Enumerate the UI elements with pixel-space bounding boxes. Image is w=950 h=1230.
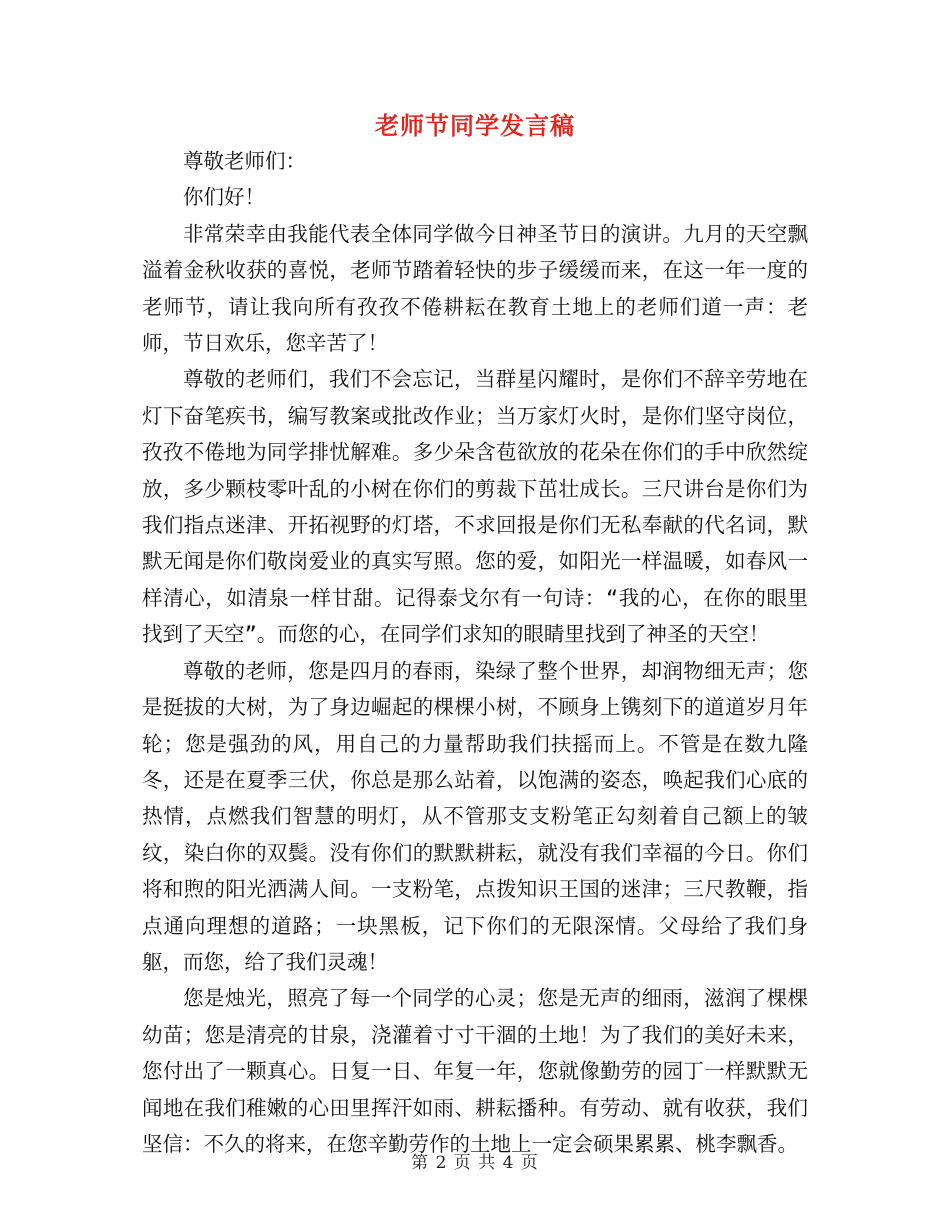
document-title: 老师节同学发言稿 [375,111,575,140]
greeting: 你们好！ [183,185,265,210]
document-body [142,143,808,1162]
salutation: 尊敬老师们： [183,149,306,173]
paragraph-4: 您是烛光，照亮了每一个同学的心灵；您是无声的细雨，滋润了棵棵幼苗；您是清亮的甘泉，浇灌着寸寸干涸的土地！为了我们的美好未来，您付出了一颗真心。日复一日、年复一年，您就像勤劳的园丁一样默默无闻地在我们稚嫩的心田里挥汗如雨、耕耘播种。有劳动、就有收获，我们坚信：不久的将来，在您辛勤劳作的土地上一定会硕果累累、桃李飘香。 [142,986,808,1156]
paragraph-2: 尊敬的老师们，我们不会忘记，当群星闪耀时，是你们不辞辛劳地在灯下奋笔疾书，编写教案或批改作业；当万家灯火时，是你们坚守岗位，孜孜不倦地为同学排忧解难。多少朵含苞欲放的花朵在你们的手中欣然绽放，多少颗枝零叶乱的小树在你们的剪裁下茁壮成长。三尺讲台是你们为我们指点迷津、开拓视野的灯塔，不求回报是你们无私奉献的代名词，默默无闻是你们敬岗爱业的真实写照。您的爱，如阳光一样温暖，如春风一样清心，如清泉一样甘甜。记得泰戈尔有一句诗：“我的心，在你的眼里找到了天空”。而您的心，在同学们求知的眼睛里找到了神圣的天空！ [142,367,808,647]
paragraph-3: 尊敬的老师，您是四月的春雨，染绿了整个世界，却润物细无声；您是挺拔的大树，为了身边崛起的棵棵小树，不顾身上镌刻下的道道岁月年轮；您是强劲的风，用自己的力量帮助我们扶摇而上。不管是在数九隆冬，还是在夏季三伏，你总是那么站着，以饱满的姿态，唤起我们心底的热情，点燃我们智慧的明灯，从不管那支支粉笔正勾刻着自己额上的皱纹，染白你的双鬓。没有你们的默默耕耘，就没有我们幸福的今日。你们将和煦的阳光洒满人间。一支粉笔，点拨知识王国的迷津；三尺教鞭，指点通向理想的道路；一块黑板，记下你们的无限深情。父母给了我们身躯，而您，给了我们灵魂！ [142,658,808,974]
page-number-footer: 第 2 页 共 4 页 [411,1153,539,1173]
paragraph-1: 非常荣幸由我能代表全体同学做今日神圣节日的演讲。九月的天空飘溢着金秋收获的喜悦，老师节踏着轻快的步子缓缓而来，在这一年一度的老师节，请让我向所有孜孜不倦耕耘在教育土地上的老师们道一声：老师，节日欢乐，您辛苦了！ [142,221,808,356]
